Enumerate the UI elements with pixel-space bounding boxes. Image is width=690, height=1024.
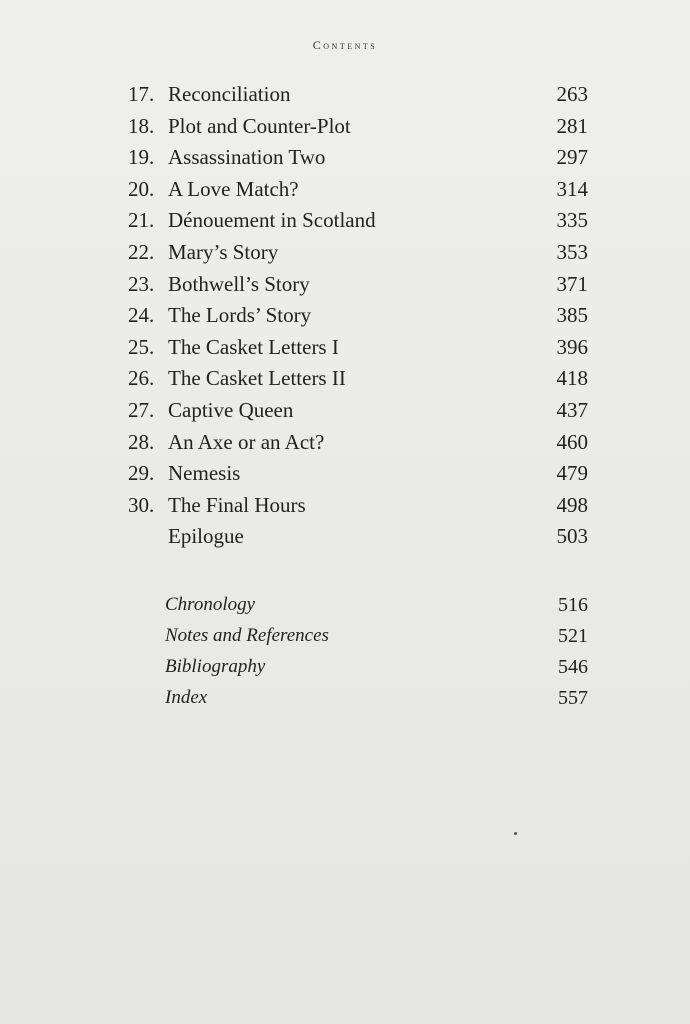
back-matter-entry <box>0 684 690 712</box>
toc-entry <box>0 270 690 298</box>
toc-entry <box>0 491 690 519</box>
chapter-number: 24. <box>128 303 155 328</box>
back-matter-title: Chronology <box>165 594 256 615</box>
toc-entry <box>0 143 690 171</box>
chapter-number: 26. <box>128 366 155 391</box>
toc-entry <box>0 301 690 329</box>
toc-entry <box>0 175 690 203</box>
chapter-title: Mary’s Story <box>168 240 279 264</box>
chapter-title: Reconciliation <box>168 82 291 106</box>
page-number: 263 <box>556 82 588 106</box>
page-number: 353 <box>556 240 588 264</box>
toc-entry <box>0 396 690 424</box>
chapter-title: An Axe or an Act? <box>168 429 325 454</box>
page-number: 498 <box>556 492 588 517</box>
toc-entry <box>0 428 690 456</box>
chapter-number: 21. <box>128 208 155 233</box>
page-number: 418 <box>556 366 588 391</box>
chapter-number: 19. <box>128 145 155 170</box>
back-matter-title: Bibliography <box>165 656 266 677</box>
chapter-title: A Love Match? <box>168 176 299 201</box>
page-number: 314 <box>556 176 588 201</box>
page-number: 335 <box>556 208 588 233</box>
chapter-number: 30. <box>128 492 155 517</box>
page-number: 437 <box>556 398 588 422</box>
page-number: 546 <box>558 656 588 678</box>
paper-speck <box>514 832 517 835</box>
toc-entry <box>0 238 690 266</box>
chapter-number: 18. <box>128 113 155 138</box>
chapter-title: The Final Hours <box>168 492 306 517</box>
page-number: 521 <box>558 625 588 647</box>
page-number: 385 <box>556 303 588 328</box>
chapter-number: 22. <box>128 240 155 264</box>
back-matter-title: Index <box>165 687 208 708</box>
toc-entry <box>0 459 690 487</box>
chapter-title: Plot and Counter-Plot <box>168 113 351 138</box>
back-matter-entry <box>0 591 690 619</box>
chapter-title: Bothwell’s Story <box>168 271 310 296</box>
chapter-title: The Lords’ Story <box>168 303 312 328</box>
page-number: 479 <box>556 461 588 486</box>
chapter-title: Assassination Two <box>168 145 326 170</box>
chapter-title: Nemesis <box>168 461 241 486</box>
back-matter-entry <box>0 622 690 650</box>
toc-entry <box>0 364 690 392</box>
back-matter-title: Notes and References <box>165 625 329 646</box>
chapter-number: 27. <box>128 398 155 422</box>
toc-entry <box>0 80 690 108</box>
chapter-number: 17. <box>128 82 155 106</box>
page-number: 516 <box>558 594 588 616</box>
chapter-number: 28. <box>128 429 155 454</box>
back-matter-entry <box>0 653 690 681</box>
page-number: 503 <box>556 524 588 549</box>
chapter-number: 25. <box>128 334 155 359</box>
chapter-number: 20. <box>128 176 155 201</box>
page-number: 297 <box>556 145 588 170</box>
chapter-title: The Casket Letters II <box>168 366 346 391</box>
page-number: 460 <box>556 429 588 454</box>
page-number: 396 <box>556 334 588 359</box>
chapter-title: Captive Queen <box>168 398 294 422</box>
toc-entry <box>0 112 690 140</box>
chapter-title: Dénouement in Scotland <box>168 208 376 233</box>
toc-entry <box>0 522 690 550</box>
toc-entry <box>0 333 690 361</box>
page-number: 371 <box>556 271 588 296</box>
chapter-number: 23. <box>128 271 155 296</box>
toc-entry <box>0 206 690 234</box>
chapter-title: Epilogue <box>168 524 244 549</box>
running-head: Contents <box>312 38 378 52</box>
page-number: 281 <box>556 113 588 138</box>
chapter-number: 29. <box>128 461 155 486</box>
page-number: 557 <box>558 687 588 709</box>
chapter-title: The Casket Letters I <box>168 334 339 359</box>
